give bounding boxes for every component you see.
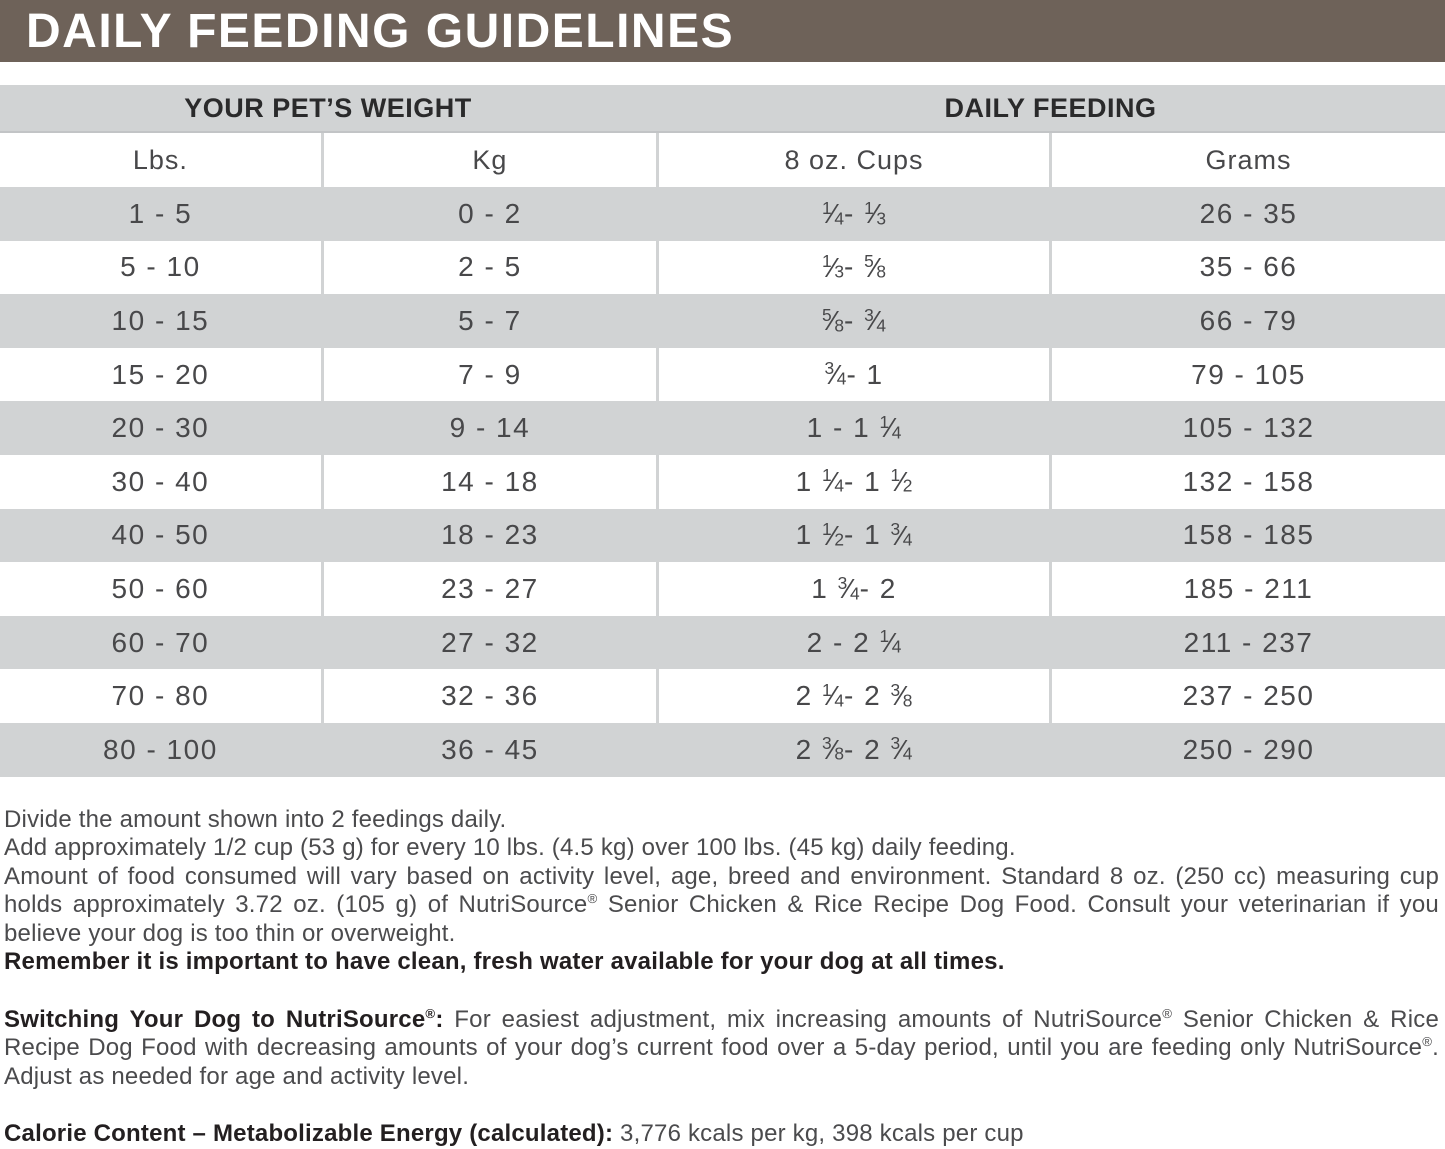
table-cell-kg: 23 - 27 bbox=[321, 562, 656, 616]
table-cell-lbs: 70 - 80 bbox=[111, 680, 210, 712]
table-cell-kg: 32 - 36 bbox=[321, 669, 656, 723]
table-row bbox=[0, 294, 1445, 348]
table-cell-lbs: 40 - 50 bbox=[111, 519, 210, 551]
group-header-row bbox=[0, 85, 1445, 133]
table-cell-grams: 105 - 132 bbox=[1049, 401, 1445, 455]
table-cell-grams: 26 - 35 bbox=[1049, 187, 1445, 241]
fraction: $^1$⁄4 bbox=[879, 411, 902, 444]
fraction: $^1$⁄3 bbox=[864, 197, 887, 230]
table-cell-lbs: 10 - 15 bbox=[111, 304, 210, 336]
table-cell-grams: 211 - 237 bbox=[1049, 616, 1445, 670]
table-cell-cups: 2 $^3$⁄8 - 2 $^3$⁄4 bbox=[656, 723, 1049, 777]
page-title: DAILY FEEDING GUIDELINES bbox=[26, 4, 735, 58]
table-cell-kg: 14 - 18 bbox=[321, 455, 656, 509]
table-cell-kg: 5 - 7 bbox=[321, 294, 656, 348]
group-header-weight: YOUR PET’S WEIGHT bbox=[184, 92, 472, 123]
table-row bbox=[0, 616, 1445, 670]
table-cell-cups: 2 $^1$⁄4 - 2 $^3$⁄8 bbox=[656, 669, 1049, 723]
feeding-guidelines-table bbox=[0, 85, 1445, 777]
table-cell-cups: 1 $^1$⁄2 - 1 $^3$⁄4 bbox=[656, 509, 1049, 563]
fraction: $^3$⁄8 bbox=[890, 679, 913, 712]
title-bar bbox=[0, 0, 1445, 62]
table-cell-grams: 158 - 185 bbox=[1049, 509, 1445, 563]
table-cell-kg: 2 - 5 bbox=[321, 241, 656, 295]
table-cell-grams: 237 - 250 bbox=[1049, 669, 1445, 723]
table-cell-kg: 36 - 45 bbox=[321, 723, 656, 777]
note-paragraph: Switching Your Dog to NutriSource®: For easiest adjustment, mix increasing amounts of NutriSource® Senior Chicken & Rice Recipe Dog Food with decreasing amounts of your dog’s current food over a 5-day period, until you are feeding only NutriSource®. Adjust as needed for age and activity level. bbox=[4, 1005, 1439, 1090]
table-cell-kg: 7 - 9 bbox=[321, 348, 656, 402]
table-row bbox=[0, 187, 1445, 241]
fraction: $^3$⁄4 bbox=[864, 304, 887, 337]
table-cell-grams: 35 - 66 bbox=[1049, 241, 1445, 295]
table-cell-cups: $^3$⁄4 - 1 bbox=[656, 348, 1049, 402]
fraction: $^3$⁄4 bbox=[824, 358, 847, 390]
table-cell-kg: 0 - 2 bbox=[321, 187, 656, 241]
table-cell-lbs: 30 - 40 bbox=[111, 465, 210, 497]
fraction: $^1$⁄4 bbox=[821, 197, 844, 230]
column-header: Kg bbox=[321, 133, 656, 187]
notes bbox=[0, 777, 1445, 1149]
fraction: $^1$⁄2 bbox=[821, 519, 844, 551]
table-row bbox=[0, 455, 1445, 509]
fraction: $^1$⁄2 bbox=[890, 465, 913, 498]
table-cell-cups: 1 $^3$⁄4 - 2 bbox=[656, 562, 1049, 616]
table-row bbox=[0, 509, 1445, 563]
table-cell-lbs: 60 - 70 bbox=[111, 626, 210, 658]
fraction: $^3$⁄4 bbox=[890, 733, 913, 765]
table-cell-cups: $^5$⁄8 - $^3$⁄4 bbox=[656, 294, 1049, 348]
group-header-feeding: DAILY FEEDING bbox=[944, 92, 1157, 123]
table-row bbox=[0, 241, 1445, 295]
column-header: 8 oz. Cups bbox=[656, 133, 1049, 187]
table-cell-grams: 79 - 105 bbox=[1049, 348, 1445, 402]
table-cell-grams: 185 - 211 bbox=[1049, 562, 1445, 616]
column-header-row bbox=[0, 133, 1445, 187]
note-paragraph: Amount of food consumed will vary based on activity level, age, breed and environment. Standard 8 oz. (250 cc) measuring cup holds approximately 3.72 oz. (105 g) of NutriSource® Senior Chicken & Rice Recipe Dog Food. Consult your veterinarian if you believe your dog is too thin or overweight. bbox=[4, 862, 1439, 947]
fraction: $^5$⁄8 bbox=[864, 251, 887, 283]
fraction: $^1$⁄4 bbox=[879, 626, 902, 658]
note-paragraph: Add approximately 1/2 cup (53 g) for every 10 lbs. (4.5 kg) over 100 lbs. (45 kg) daily feeding. bbox=[4, 834, 1016, 862]
fraction: $^3$⁄8 bbox=[821, 733, 844, 765]
table-cell-cups: 1 $^1$⁄4 - 1 $^1$⁄2 bbox=[656, 455, 1049, 509]
note-paragraph: Calorie Content – Metabolizable Energy (calculated): 3,776 kcals per kg, 398 kcals per cup bbox=[4, 1120, 1024, 1148]
note-paragraph: Divide the amount shown into 2 feedings daily. bbox=[4, 805, 507, 833]
table-cell-cups: $^1$⁄4 - $^1$⁄3 bbox=[656, 187, 1049, 241]
table-rows bbox=[0, 187, 1445, 777]
table-row bbox=[0, 669, 1445, 723]
table-cell-lbs: 1 - 5 bbox=[128, 197, 193, 229]
table-cell-grams: 132 - 158 bbox=[1049, 455, 1445, 509]
fraction: $^5$⁄8 bbox=[821, 304, 844, 337]
table-row bbox=[0, 562, 1445, 616]
column-header: Lbs. bbox=[132, 144, 188, 175]
column-header: Grams bbox=[1049, 133, 1445, 187]
table-cell-lbs: 50 - 60 bbox=[111, 572, 210, 604]
fraction: $^3$⁄4 bbox=[837, 572, 860, 605]
table-row bbox=[0, 348, 1445, 402]
table-cell-grams: 66 - 79 bbox=[1049, 294, 1445, 348]
table-cell-cups: 1 - 1 $^1$⁄4 bbox=[656, 401, 1049, 455]
table-cell-cups: $^1$⁄3 - $^5$⁄8 bbox=[656, 241, 1049, 295]
table-row bbox=[0, 401, 1445, 455]
table-cell-lbs: 15 - 20 bbox=[111, 358, 210, 390]
table-cell-kg: 27 - 32 bbox=[321, 616, 656, 670]
fraction: $^1$⁄4 bbox=[821, 465, 844, 498]
table-cell-lbs: 5 - 10 bbox=[120, 251, 201, 283]
table-cell-cups: 2 - 2 $^1$⁄4 bbox=[656, 616, 1049, 670]
table-cell-kg: 9 - 14 bbox=[321, 401, 656, 455]
fraction: $^1$⁄4 bbox=[821, 679, 844, 712]
note-paragraph: Remember it is important to have clean, fresh water available for your dog at all times. bbox=[4, 948, 1005, 976]
table-row bbox=[0, 723, 1445, 777]
table-cell-grams: 250 - 290 bbox=[1049, 723, 1445, 777]
table-cell-kg: 18 - 23 bbox=[321, 509, 656, 563]
fraction: $^1$⁄3 bbox=[821, 251, 844, 283]
table-cell-lbs: 20 - 30 bbox=[111, 412, 210, 444]
table-cell-lbs: 80 - 100 bbox=[103, 733, 218, 765]
fraction: $^3$⁄4 bbox=[890, 519, 913, 551]
